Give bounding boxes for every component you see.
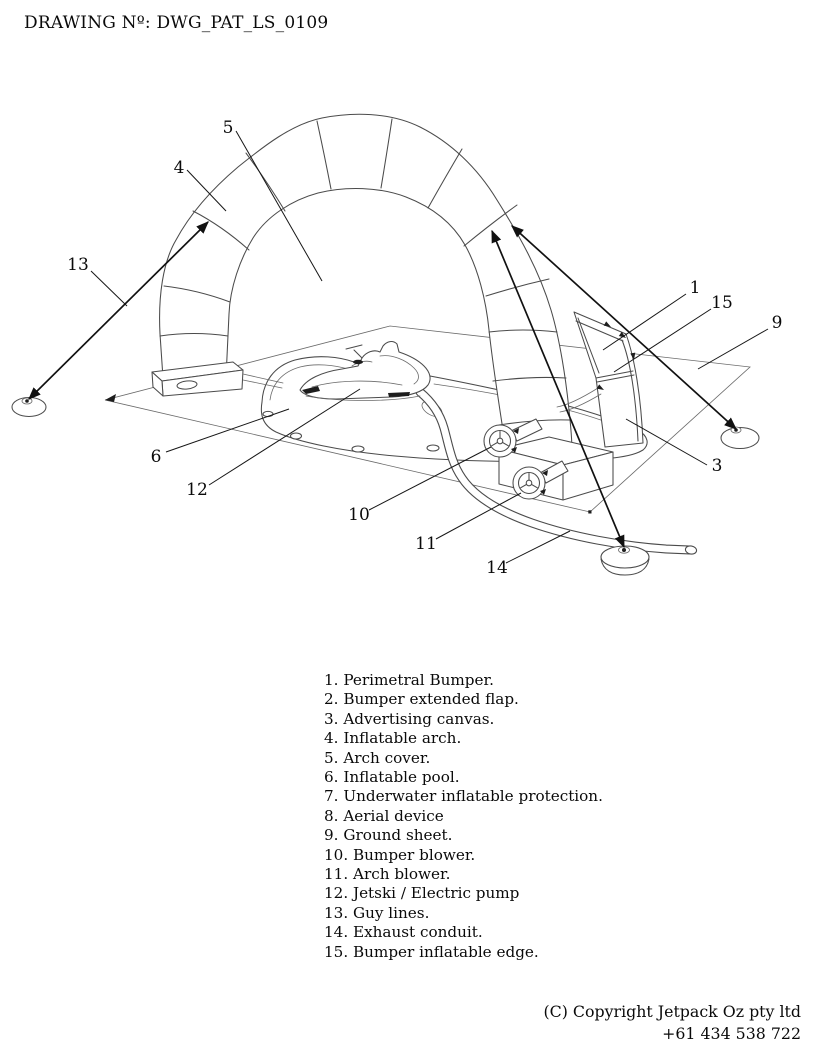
callout-jetski: 12 — [186, 480, 208, 500]
inflatable-pool — [261, 357, 647, 462]
legend-item: 4. Inflatable arch. — [324, 729, 462, 748]
legend-item: 13. Guy lines. — [324, 903, 430, 922]
callout-bumper-inflatable-edge: 15 — [711, 293, 733, 313]
anchor-right — [721, 427, 759, 449]
anchor-left — [12, 398, 46, 417]
legend-item: 10. Bumper blower. — [324, 845, 476, 864]
legend-item: 7. Underwater inflatable protection. — [324, 787, 603, 806]
callout-arch-cover: 5 — [222, 118, 234, 138]
legend-item: 3. Advertising canvas. — [324, 709, 495, 728]
legend-item: 2. Bumper extended flap. — [324, 690, 519, 709]
callout-arch-blower: 11 — [415, 534, 437, 554]
legend-item: 9. Ground sheet. — [324, 826, 453, 845]
legend-item: 12. Jetski / Electric pump — [324, 884, 520, 903]
callout-ground-sheet: 9 — [771, 313, 783, 333]
phone-line: +61 434 538 722 — [662, 1024, 801, 1043]
callout-advertising-canvas: 3 — [711, 456, 723, 476]
legend-item: 1. Perimetral Bumper. — [324, 671, 494, 689]
callout-exhaust-conduit: 14 — [486, 558, 508, 578]
callout-perimetral-bumper: 1 — [689, 278, 701, 298]
legend-item: 6. Inflatable pool. — [324, 768, 460, 787]
legend-item: 5. Arch cover. — [324, 748, 431, 767]
callout-inflatable-arch: 4 — [173, 158, 185, 178]
legend-item: 8. Aerial device — [324, 806, 444, 825]
callout-inflatable-pool: 6 — [150, 447, 162, 467]
legend-item: 14. Exhaust conduit. — [324, 923, 483, 942]
callout-bumper-blower: 10 — [348, 505, 370, 525]
anchor-bottom — [601, 546, 649, 575]
legend-item: 15. Bumper inflatable edge. — [324, 942, 539, 961]
footer — [543, 1001, 801, 1045]
legend-item: 11. Arch blower. — [324, 865, 451, 884]
parts-legend — [324, 671, 603, 962]
copyright-line: (C) Copyright Jetpack Oz pty ltd — [543, 1002, 801, 1021]
callout-guy-lines: 13 — [67, 255, 89, 275]
drawing-number-title: DRAWING Nº: DWG_PAT_LS_0109 — [24, 13, 329, 33]
